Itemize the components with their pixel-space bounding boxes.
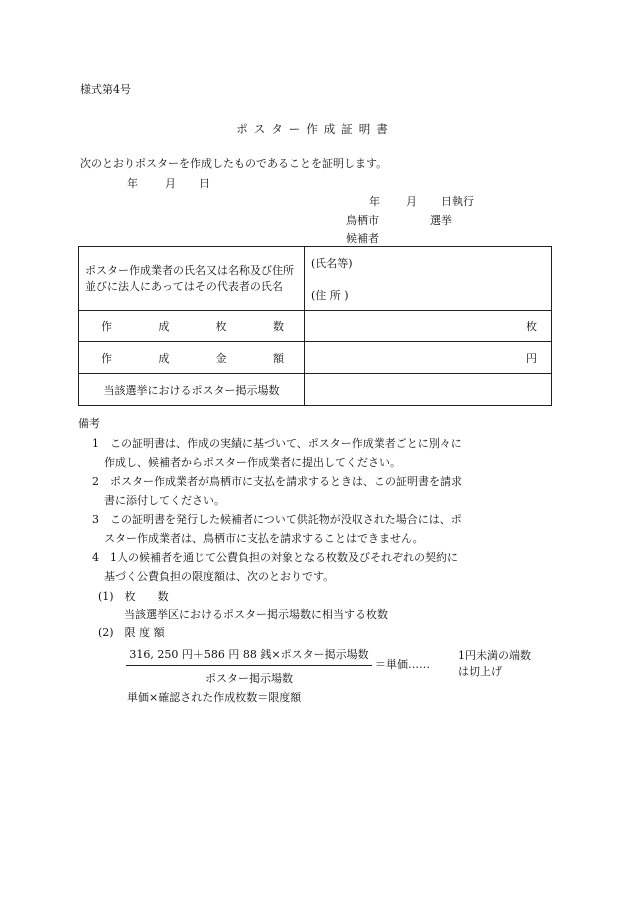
label-char: 作 <box>101 351 112 365</box>
unit-price-fraction <box>126 646 372 686</box>
board-count-label: 当該選挙におけるポスター掲示場数 <box>79 374 305 406</box>
yen-unit: 円 <box>526 351 537 365</box>
execution-year: 年 <box>369 195 380 208</box>
rounding-note: 1円未満の端数は切上げ <box>458 649 531 678</box>
sheet-count-label <box>79 311 305 342</box>
label-char: 額 <box>272 351 284 365</box>
note-2-line-2: 書に添付してください。 <box>104 494 225 507</box>
sub-item-1-text: 当該選挙区におけるポスター掲示場数に相当する枚数 <box>124 608 388 621</box>
label-char: 数 <box>272 320 284 333</box>
label-char: 作 <box>101 320 112 333</box>
fraction-denominator: ポスター掲示場数 <box>205 672 293 685</box>
table-row <box>79 247 552 311</box>
note-1-line-2: 作成し、候補者からポスター作成業者に提出してください。 <box>104 456 401 469</box>
sub-item-2-label: (2) 限 度 額 <box>98 626 165 639</box>
address-field-label: (住 所 ) <box>311 289 349 302</box>
execution-day: 日執行 <box>441 195 474 208</box>
unit-price-equals: ＝単価…… <box>375 658 430 671</box>
sheet-unit: 枚 <box>526 320 537 333</box>
note-4-line-1: 4 1人の候補者を通じて公費負担の対象となる枚数及びそれぞれの契約に <box>92 551 458 564</box>
label-char: 成 <box>158 320 170 333</box>
sheet-count-cell[interactable] <box>305 311 552 342</box>
certificate-table <box>78 246 552 406</box>
maker-value-cell[interactable] <box>305 247 552 311</box>
intro-text: 次のとおりポスターを作成したものであることを証明します。 <box>80 157 388 170</box>
date-month: 月 <box>165 177 176 190</box>
notes-heading: 備考 <box>78 417 100 430</box>
execution-month: 月 <box>406 195 417 208</box>
table-row <box>79 342 552 374</box>
label-char: 金 <box>215 351 227 365</box>
note-1-line-1: 1 この証明書は、作成の実績に基づいて、ポスター作成業者ごとに別々に <box>92 437 462 450</box>
date-year: 年 <box>127 177 138 190</box>
board-count-cell[interactable] <box>305 374 552 406</box>
note-2-line-1: 2 ポスター作成業者が鳥栖市に支払を請求するときは、この証明書を請求 <box>92 475 462 488</box>
form-number: 様式第4号 <box>80 83 131 96</box>
name-field-label: (氏名等) <box>311 257 353 270</box>
maker-label: ポスター作成業者の氏名又は名称及び住所並びに法人にあってはその代表者の氏名 <box>79 247 305 311</box>
amount-cell[interactable] <box>305 342 552 374</box>
sub-item-1-label: (1) 枚 数 <box>98 590 169 603</box>
city-name: 鳥栖市 <box>346 214 379 227</box>
limit-formula: 単価×確認された作成枚数＝限度額 <box>127 691 302 704</box>
amount-label <box>79 342 305 374</box>
note-3-line-2: スター作成業者は、鳥栖市に支払を請求することはできません。 <box>104 532 424 545</box>
note-3-line-1: 3 この証明書を発行した候補者について供託物が没収された場合には、ポ <box>92 513 462 526</box>
election-label: 選挙 <box>430 214 452 227</box>
label-char: 成 <box>158 351 170 365</box>
table-row <box>79 374 552 406</box>
candidate-label: 候補者 <box>346 232 379 245</box>
date-day: 日 <box>199 177 210 190</box>
table-row <box>79 311 552 342</box>
document-title: ポスター作成証明書 <box>236 122 394 136</box>
note-4-line-2: 基づく公費負担の限度額は、次のとおりです。 <box>104 570 335 583</box>
fraction-numerator: 316, 250 円＋586 円 88 銭×ポスター掲示場数 <box>126 646 372 666</box>
label-char: 枚 <box>215 320 227 333</box>
